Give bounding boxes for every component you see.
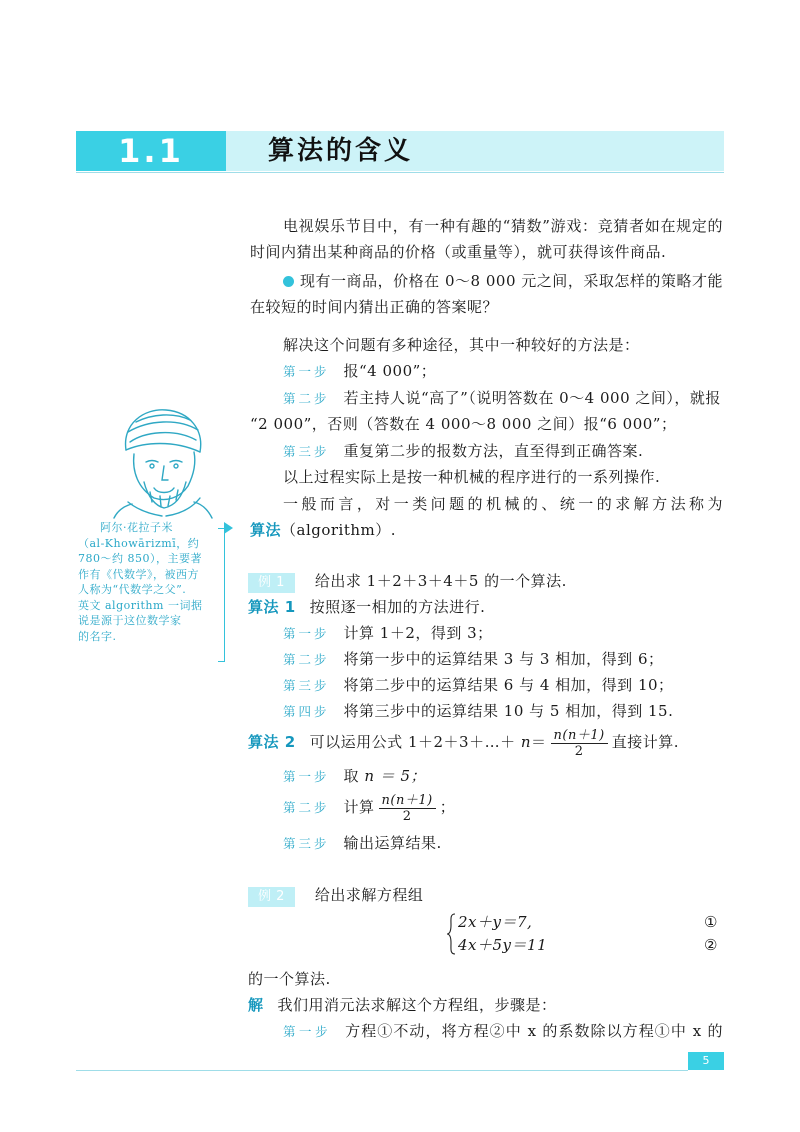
intro-line-2: 时间内猜出某种商品的价格（或重量等），就可获得该件商品. xyxy=(250,243,667,261)
alg1-step-1: 第一步 计算 1＋2，得到 3； xyxy=(283,624,493,642)
system-brace xyxy=(446,913,456,955)
alg2-step-3: 第三步 输出运算结果. xyxy=(283,834,442,852)
algorithm-term: 算法 xyxy=(250,521,282,539)
equation-1: 2x＋y＝7, xyxy=(458,913,533,931)
guess-step-2: 第二步 若主持人说“高了”（说明答数在 0～4 000 之间），就报 xyxy=(283,389,721,407)
process-line: 以上过程实际上是按一种机械的程序进行的一系列操作. xyxy=(283,468,661,486)
alg1-step-2: 第二步 将第一步中的运算结果 3 与 3 相加，得到 6； xyxy=(283,650,664,668)
solution-intro: 解决这个问题有多种途径，其中一种较好的方法是： xyxy=(283,336,640,354)
step-label: 第一步 xyxy=(283,364,330,379)
question-line-1: 现有一商品，价格在 0～8 000 元之间，采取怎样的策略才能 xyxy=(300,272,723,290)
guess-step-1: 第一步 报“4 000”； xyxy=(283,362,437,380)
intro-line-1: 电视娱乐节目中，有一种有趣的“猜数”游戏：竞猜者如在规定的 xyxy=(283,217,723,235)
step-label: 第二步 xyxy=(283,391,330,406)
sidebar-pointer-icon xyxy=(224,522,233,534)
algorithm-1-label: 算法 1 xyxy=(248,598,296,616)
example-2-badge: 例 2 xyxy=(248,887,295,907)
algorithm-2-label: 算法 2 xyxy=(248,733,296,751)
solution-heading: 解 我们用消元法求解这个方程组，步骤是： xyxy=(248,996,557,1014)
alg1-step-3: 第三步 将第二步中的运算结果 6 与 4 相加，得到 10； xyxy=(283,676,674,694)
definition-line-2: 算法（algorithm）. xyxy=(250,521,397,539)
portrait-illustration xyxy=(104,402,222,520)
alg1-step-4: 第四步 将第三步中的运算结果 10 与 5 相加，得到 15. xyxy=(283,702,674,720)
sidebar-bracket xyxy=(218,528,225,662)
example-2-prompt: 例 2 给出求解方程组 xyxy=(248,882,423,908)
footer-rule xyxy=(76,1070,688,1071)
section-number: 1.1 xyxy=(118,132,184,170)
guess-step-2-continued: “2 000”，否则（答数在 4 000～8 000 之间）报“6 000”； xyxy=(250,415,677,433)
sum-formula: $\frac{n(n+1)}{2}$ xyxy=(551,728,608,759)
alg2-step-1: 第一步 取 n ＝ 5； xyxy=(283,767,427,785)
example-1-badge: 例 1 xyxy=(248,573,295,593)
question-line-2: 在较短的时间内猜出正确的答案呢？ xyxy=(250,298,499,316)
algorithm-1-heading: 算法 1 按照逐一相加的方法进行. xyxy=(248,598,486,616)
page-number: 5 xyxy=(688,1052,724,1070)
header-rule xyxy=(76,172,724,173)
guess-step-3: 第三步 重复第二步的报数方法，直至得到正确答案. xyxy=(283,442,644,460)
solution-label: 解 xyxy=(248,996,264,1014)
example-1-prompt: 例 1 给出求 1＋2＋3＋4＋5 的一个算法. xyxy=(248,568,567,594)
section-title: 算法的含义 xyxy=(268,136,414,166)
definition-line-1: 一般而言，对一类问题的机械的、统一的求解方法称为 xyxy=(283,495,723,513)
step-label: 第三步 xyxy=(283,444,330,459)
equation-1-number: ① xyxy=(704,913,718,931)
algorithm-2-heading: 算法 2 可以运用公式 1＋2＋3＋…＋ n＝ $\frac{n(n+1)}{2}$ 直接计算. xyxy=(248,727,679,759)
example-2-tail: 的一个算法. xyxy=(248,970,331,988)
alg2-step-2: 第二步 计算 $\frac{n(n+1)}{2}$ ； xyxy=(283,792,456,824)
sidebar-note: 阿尔·花拉子米 （al-Khowārizmī，约 780～约 850），主要著 作有《代数学》，被西方 人称为“代数学之父”. 英文 algorithm 一词据 说是源于这位数学家 的名字. xyxy=(78,521,203,643)
step-formula: $\frac{n(n+1)}{2}$ xyxy=(379,793,436,824)
ex2-step-1: 第一步 方程①不动，将方程②中 x 的系数除以方程①中 x 的 xyxy=(283,1022,723,1040)
equation-2-number: ② xyxy=(704,936,718,954)
question-bullet-icon xyxy=(283,276,294,287)
equation-2: 4x＋5y＝11 xyxy=(458,936,548,954)
